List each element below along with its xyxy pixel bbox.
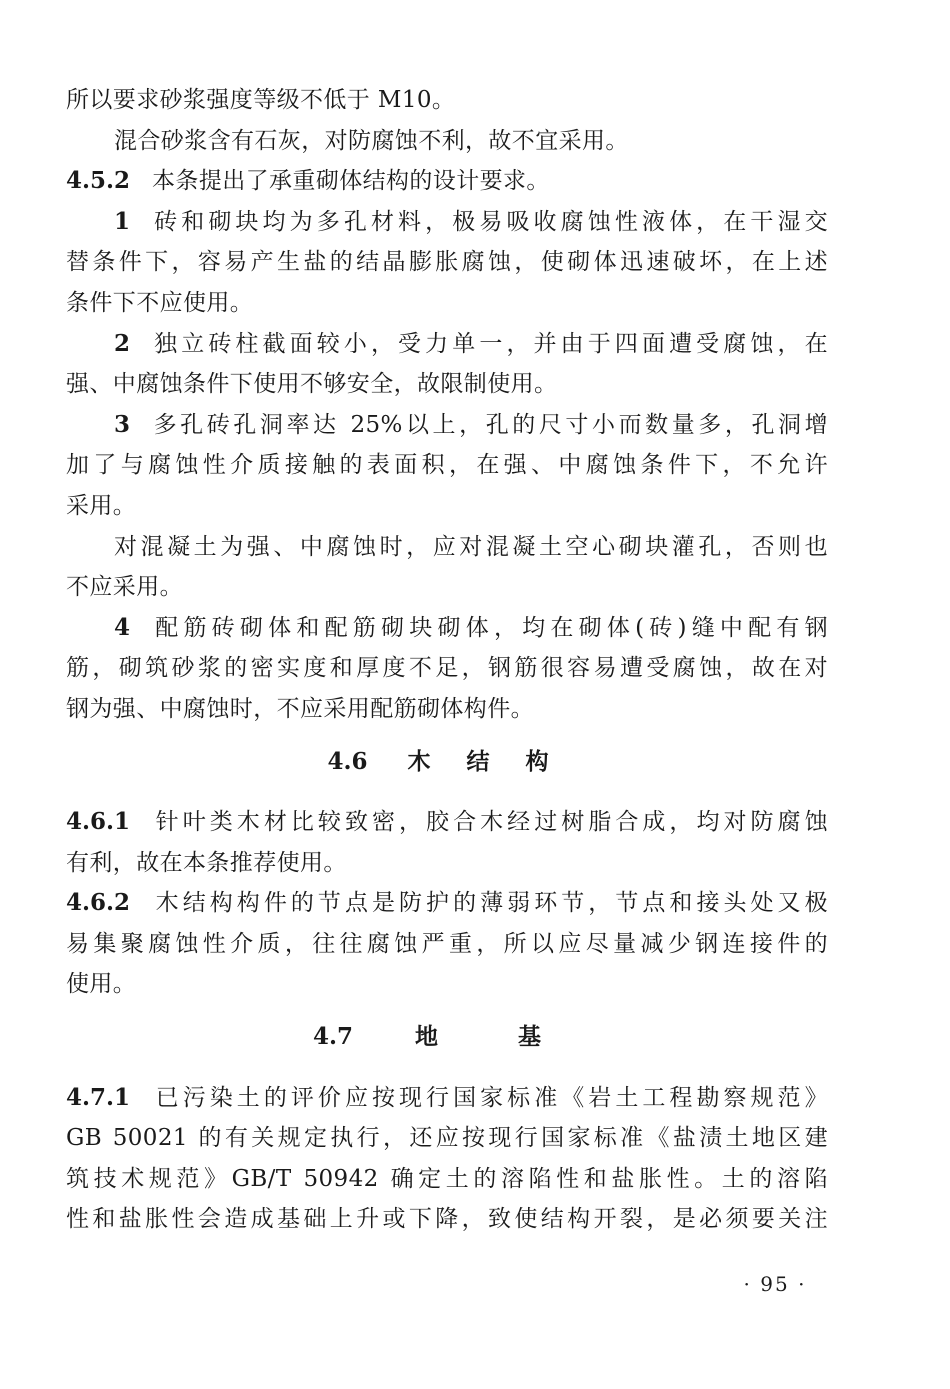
text-line: 易集聚腐蚀性介质，往往腐蚀严重，所以应尽量减少钢连接件的 <box>66 930 828 957</box>
clause-text: 针叶类木材比较致密，胶合木经过树脂合成，均对防腐蚀 <box>152 809 828 836</box>
text-line: 筑技术规范》GB/T 50942 确定土的溶陷性和盐胀性。土的溶陷 <box>66 1165 828 1192</box>
item-text: 砖和砌块均为多孔材料，极易吸收腐蚀性液体，在干湿交 <box>150 208 828 235</box>
page-number: · 95 · <box>743 1272 807 1296</box>
item-text: 独立砖柱截面较小，受力单一，并由于四面遭受腐蚀，在 <box>150 330 828 357</box>
clause-4-6-1 <box>66 802 828 843</box>
section-title-char: 构 <box>525 747 549 775</box>
document-body <box>66 80 828 1240</box>
clause-4-6-2 <box>66 883 828 924</box>
text-line: 加了与腐蚀性介质接触的表面积，在强、中腐蚀条件下，不允许 <box>66 452 828 479</box>
clause-4-7-1 <box>66 1078 828 1119</box>
item-number: 3 <box>114 410 131 438</box>
section-title-char: 地 <box>415 1023 438 1051</box>
text-line: 不应采用。 <box>66 574 183 601</box>
item-text: 多孔砖孔洞率达 25%以上，孔的尺寸小而数量多，孔洞增 <box>150 411 828 438</box>
text-line: 对混凝土为强、中腐蚀时，应对混凝土空心砌块灌孔，否则也 <box>114 533 828 560</box>
section-title-char: 基 <box>518 1023 541 1051</box>
text-line: 混合砂浆含有石灰，对防腐蚀不利，故不宜采用。 <box>114 127 629 154</box>
section-heading-4-7 <box>66 1017 828 1058</box>
clause-text: 已污染土的评价应按现行国家标准《岩土工程勘察规范》 <box>152 1084 828 1111</box>
clause-number: 4.6.2 <box>66 889 131 917</box>
text-line: 强、中腐蚀条件下使用不够安全，故限制使用。 <box>66 371 558 398</box>
text-line: GB 50021 的有关规定执行，还应按现行国家标准《盐渍土地区建 <box>66 1125 828 1152</box>
section-heading-4-6 <box>66 742 828 783</box>
item-text: 配筋砖砌体和配筋砌块砌体，均在砌体(砖)缝中配有钢 <box>150 614 828 641</box>
clause-number: 4.5.2 <box>66 167 131 195</box>
text-line: 钢为强、中腐蚀时，不应采用配筋砌体构件。 <box>66 695 534 722</box>
item-number: 4 <box>114 613 131 641</box>
item-number: 1 <box>114 207 131 235</box>
clause-text: 木结构构件的节点是防护的薄弱环节，节点和接头处又极 <box>152 890 828 917</box>
section-number: 4.7 <box>312 1023 353 1051</box>
clause-number: 4.6.1 <box>66 808 131 836</box>
text-line: 替条件下，容易产生盐的结晶膨胀腐蚀，使砌体迅速破坏，在上述 <box>66 249 828 276</box>
clause-4-5-2 <box>66 161 828 202</box>
clause-number: 4.7.1 <box>66 1083 131 1111</box>
text-line: 采用。 <box>66 492 137 519</box>
section-title-char: 木 <box>407 747 431 775</box>
item-number: 2 <box>114 329 131 357</box>
text-line: 有利，故在本条推荐使用。 <box>66 849 347 876</box>
text-line: 条件下不应使用。 <box>66 289 254 316</box>
text-line: 筋，砌筑砂浆的密实度和厚度不足，钢筋很容易遭受腐蚀，故在对 <box>66 655 828 682</box>
item-1 <box>66 202 828 243</box>
section-number: 4.6 <box>327 747 368 775</box>
item-2 <box>66 324 828 365</box>
text-line: 使用。 <box>66 971 137 998</box>
text-line: 性和盐胀性会造成基础上升或下降，致使结构开裂，是必须要关注 <box>66 1206 828 1233</box>
clause-text: 本条提出了承重砌体结构的设计要求。 <box>152 168 550 195</box>
text-line: 所以要求砂浆强度等级不低于 M10。 <box>66 87 456 113</box>
item-4 <box>66 608 828 649</box>
section-title-char: 结 <box>466 747 490 775</box>
item-3 <box>66 405 828 446</box>
